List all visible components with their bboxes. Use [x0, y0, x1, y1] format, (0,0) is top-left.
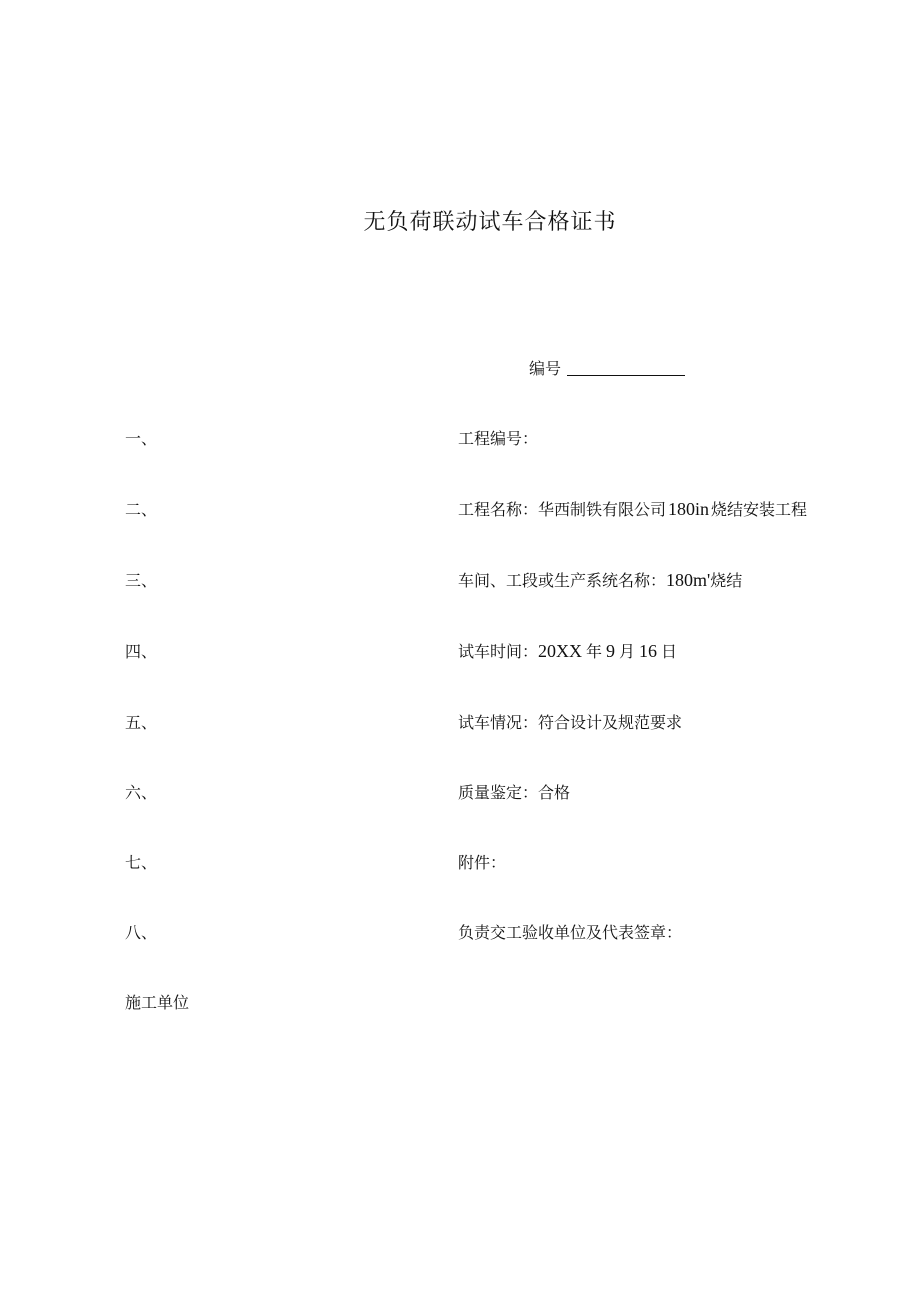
item-number: 二、: [125, 500, 158, 519]
item-text: [458, 568, 742, 591]
item-attachments: [0, 850, 920, 874]
item-acceptance-signatures: [0, 920, 920, 944]
item-project-name: [0, 497, 920, 521]
item-label: 车间、工段或生产系统名称：: [458, 571, 667, 590]
date-year: 20XX: [538, 641, 583, 661]
item-text: [458, 497, 807, 520]
item-number: 五、: [125, 713, 158, 732]
item-number: 八、: [125, 923, 158, 942]
item-value: 180m': [666, 570, 711, 590]
construction-unit-label: 施工单位: [125, 993, 190, 1012]
item-number: 三、: [125, 571, 158, 590]
item-number: 七、: [125, 853, 158, 872]
item-number: 四、: [125, 642, 158, 661]
item-trial-status: [0, 710, 920, 734]
item-suffix: 烧结安装工程: [711, 500, 808, 519]
serial-number-field: [529, 356, 685, 379]
item-suffix: 烧结: [710, 571, 743, 590]
item-number: 一、: [125, 429, 158, 448]
item-value: 180in: [668, 499, 710, 519]
item-text: [458, 426, 538, 449]
item-text: [458, 780, 570, 803]
item-number: 六、: [125, 783, 158, 802]
item-label: 试车时间：: [458, 642, 539, 661]
date-day-unit: 日: [661, 642, 678, 661]
serial-number-label: 编号: [529, 359, 562, 378]
serial-number-blank-line: [567, 361, 685, 376]
item-label: 负责交工验收单位及代表签章：: [458, 923, 683, 942]
item-project-number: [0, 426, 920, 450]
item-text: [458, 710, 682, 733]
item-workshop-name: [0, 568, 920, 592]
item-trial-date: [0, 639, 920, 663]
item-text: [458, 639, 677, 662]
date-month-unit: 月: [619, 642, 636, 661]
item-text: [458, 920, 682, 943]
date-month: 9: [606, 641, 616, 661]
item-label: 工程编号：: [458, 429, 539, 448]
item-label: 工程名称：华西制铁有限公司: [458, 500, 667, 519]
item-label: 质量鉴定：合格: [458, 783, 571, 802]
item-quality-assessment: [0, 780, 920, 804]
item-label: 试车情况：符合设计及规范要求: [458, 713, 683, 732]
date-year-unit: 年: [586, 642, 603, 661]
item-text: [458, 850, 506, 873]
item-label: 附件：: [458, 853, 507, 872]
date-day: 16: [639, 641, 658, 661]
document-title: 无负荷联动试车合格证书: [363, 210, 617, 235]
